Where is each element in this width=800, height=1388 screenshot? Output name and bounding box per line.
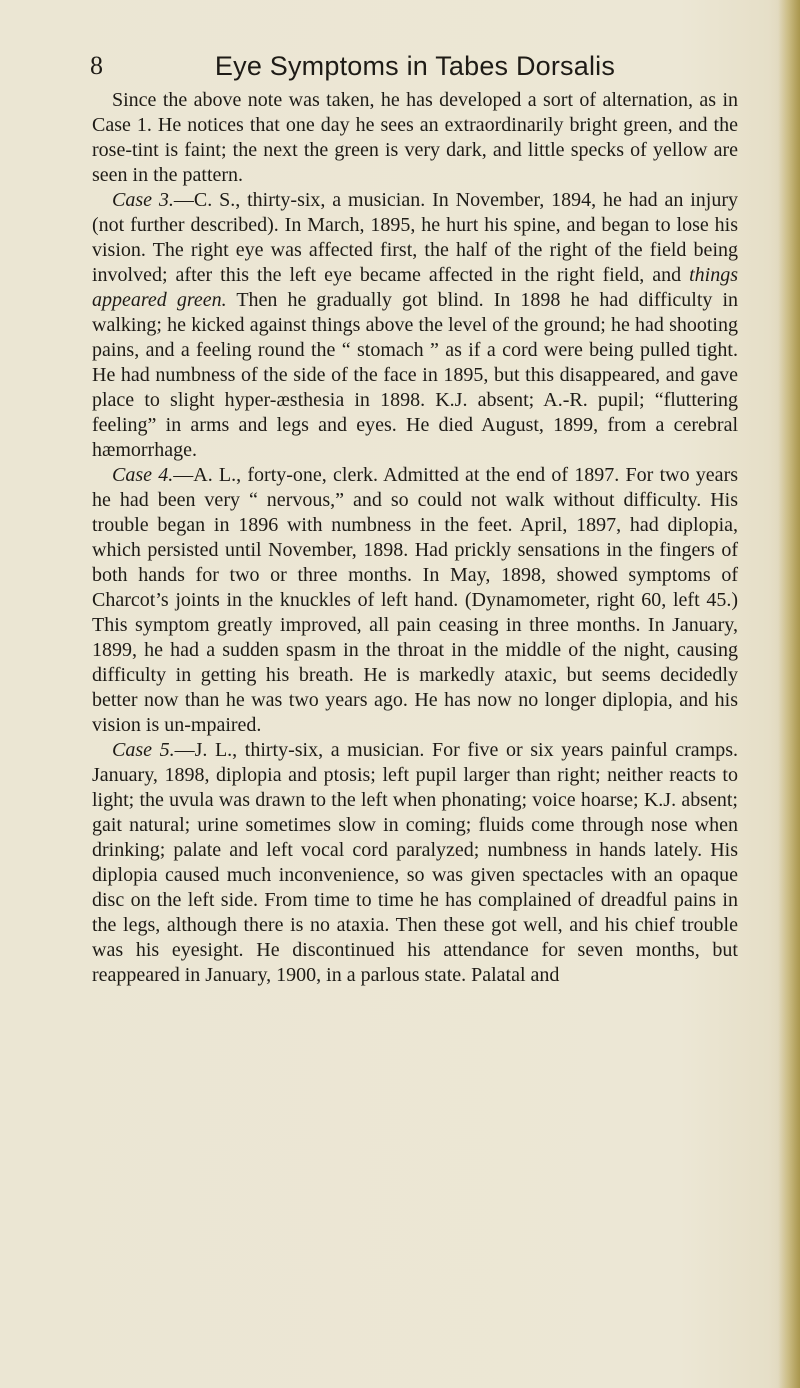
paragraph-text: —C. S., thirty-six, a musician. In November, 1894, he had an injury (not further described). In March, 1895, he hurt his spine, and began to lose his vision. The right eye was affected first, the half of the right of the field being involved; after this the left eye became affected in the right field, and — [92, 189, 738, 286]
page-number: 8 — [90, 51, 103, 80]
paragraph-text: —J. L., thirty-six, a musician. For five or six years painful cramps. January, 1898, diplopia and ptosis; left pupil larger than right; neither reacts to light; the uvula was drawn to the left when phonating; voice hoarse; K.J. absent; gait natural; urine sometimes slow in coming; fluids come through nose when drinking; palate and left vocal cord paralyzed; numbness in hands lately. His diplopia caused much inconvenience, so was given spectacles with an opaque disc on the left side. From time to time he has complained of dreadful pains in the legs, although there is no ataxia. Then these got well, and his chief trouble was his eyesight. He discontinued his attendance for seven months, but reappeared in January, 1900, in a parlous state. Palatal and — [92, 739, 738, 986]
case-label: Case 4. — [112, 464, 174, 486]
paragraph-text: Then he gradually got blind. In 1898 he had difficulty in walking; he kicked against things above the level of the ground; he had shooting pains, and a feeling round the “ stomach ” as if a cord were being pulled tight. He had numbness of the side of the face in 1895, but this disappeared, and gave place to slight hyper-æsthesia in 1898. K.J. absent; A.-R. pupil; “fluttering feeling” in arms and legs and eyes. He died August, 1899, from a cerebral hæmorrhage. — [92, 289, 738, 461]
page-edge-shadow — [778, 0, 800, 1388]
paragraph-case-4 — [92, 463, 738, 738]
paragraph-text: —A. L., forty-one, clerk. Admitted at the end of 1897. For two years he had been very “ nervous,” and so could not walk without difficulty. His trouble began in 1896 with numbness in the feet. April, 1897, had diplopia, which persisted until November, 1898. Had prickly sensations in the fingers of both hands for two or three months. In May, 1898, showed symptoms of Charcot’s joints in the knuckles of left hand. (Dynamometer, right 60, left 45.) This symptom greatly improved, all pain ceasing in three months. In January, 1899, he had a sudden spasm in the throat in the middle of the night, causing difficulty in getting his breath. He is markedly ataxic, but seems decidedly better now than he was two years ago. He has now no longer diplopia, and his vision is un-mpaired. — [92, 464, 739, 736]
italic-phrase: things appeared green. — [92, 264, 738, 311]
running-title: Eye Symptoms in Tabes Dorsalis — [214, 51, 616, 81]
case-label: Case 5. — [112, 739, 175, 761]
paragraph-alternation — [92, 88, 738, 188]
case-label: Case 3. — [112, 189, 174, 211]
paragraph-text: Since the above note was taken, he has developed a sort of alternation, as in Case 1. He notices that one day he sees an extraordinarily bright green, and the rose-tint is faint; the next the green is very dark, and little specks of yellow are seen in the pattern. — [92, 89, 738, 186]
body-text — [92, 88, 738, 988]
paragraph-case-3 — [92, 188, 738, 463]
page-header — [90, 46, 740, 86]
paragraph-case-5 — [92, 738, 738, 988]
